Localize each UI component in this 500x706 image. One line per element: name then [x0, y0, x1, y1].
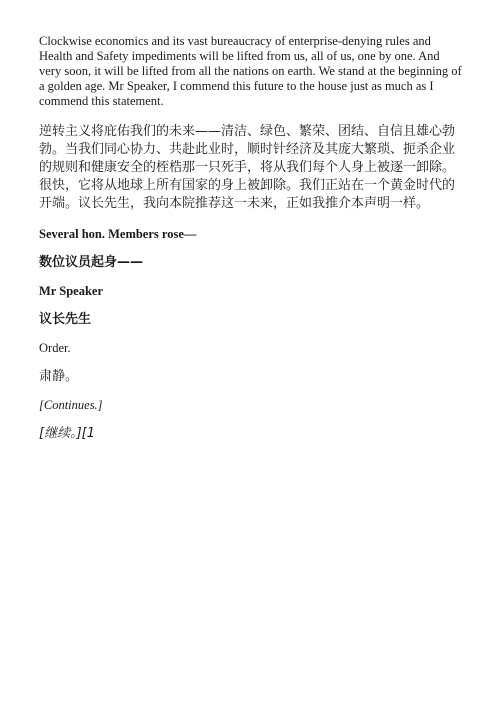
continues-note-zh: [继续。][1 [39, 426, 95, 441]
speech-paragraph-zh: 逆转主义将庇佑我们的未来——清洁、绿色、繁荣、团结、自信且雄心勃勃。当我们同心协力、共赴此业时，顺时针经济及其庞大繁琐、扼杀企业的规则和健康安全的桎梏那一只死手，将从我们每个人身上被逐一卸除。很快，它将从地球上所有国家的身上被卸除。我们正站在一个黄金时代的开端。议长先生，我向本院推荐这一未来，正如我推介本声明一样。 [39, 124, 456, 211]
members-rose-zh: 数位议员起身—— [39, 255, 144, 270]
speech-paragraph-en: Clockwise economics and its vast bureaucracy of enterprise-denying rules and Health and Safety impediments will be lifted from us, all of us, one by one. And very soon, it will be lifted from all the nations on earth. We stand at the beginning of a golden age. Mr Speaker, I commend this future to the house just as much as I commend this statement. [39, 34, 462, 108]
speaker-name-en: Mr Speaker [39, 284, 103, 298]
document-page [39, 34, 463, 443]
order-text-en: Order. [39, 341, 71, 355]
speaker-name-zh: 议长先生 [39, 312, 92, 327]
members-rose-en: Several hon. Members rose— [39, 227, 197, 241]
continues-note-en: [Continues.] [39, 398, 103, 412]
order-text-zh: 肃静。 [39, 369, 79, 384]
